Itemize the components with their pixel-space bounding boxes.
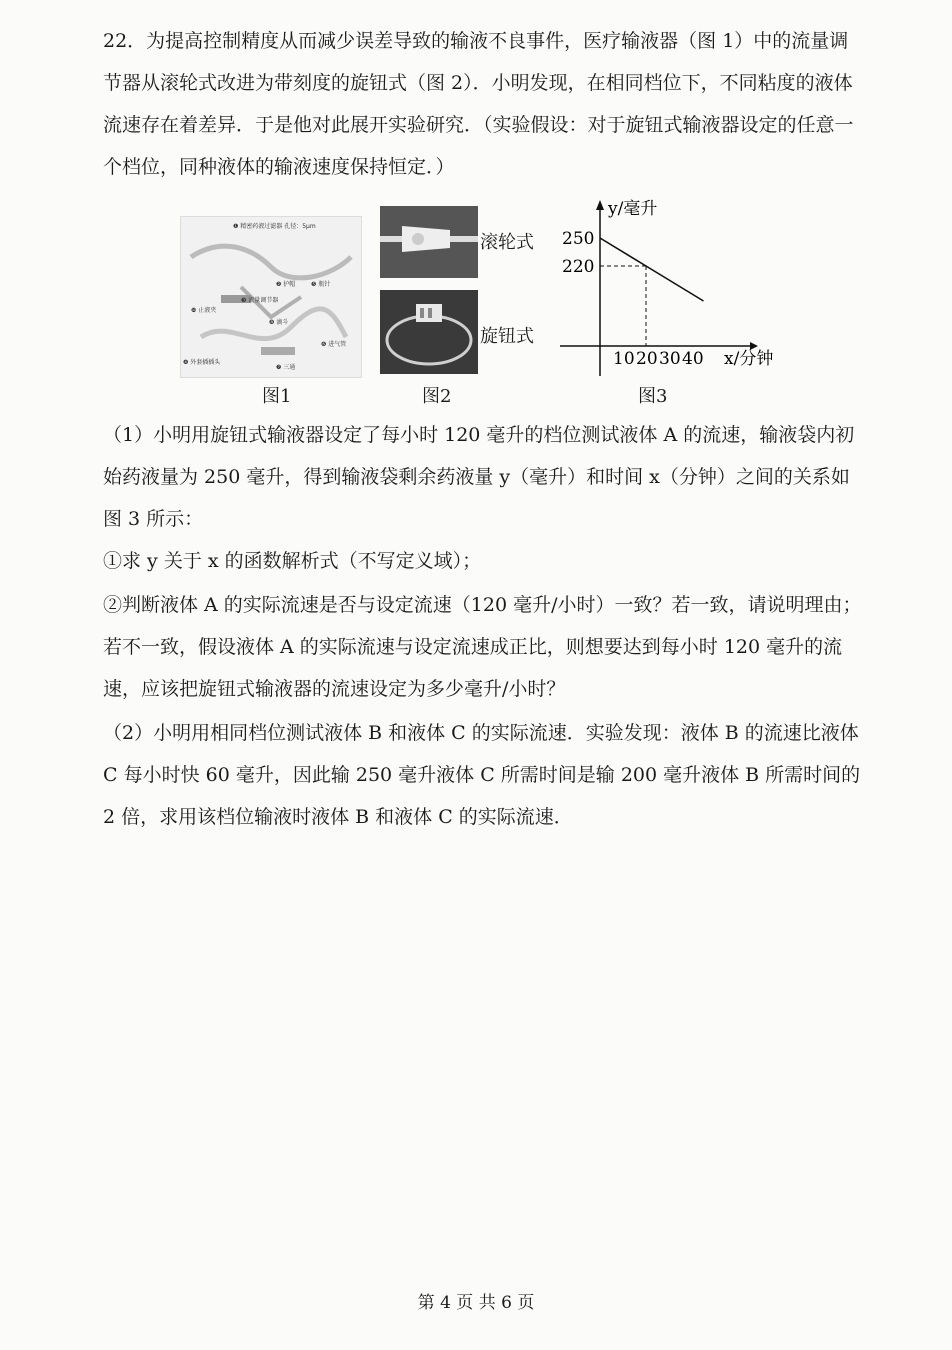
- remaining-volume-chart: [550, 198, 820, 408]
- fig2-label-bottom: 旋钮式: [480, 326, 534, 347]
- fig1-label: ❷ 护帽: [276, 281, 296, 288]
- infusion-set-photo: [180, 216, 362, 378]
- fig3-caption: 图3: [638, 386, 668, 407]
- fig1-label: ❶ 精密药液过滤器 孔径：5μm: [233, 223, 316, 230]
- series-line: [600, 238, 704, 301]
- question-1: ①求 y 关于 x 的函数解析式（不写定义域）；: [103, 550, 482, 572]
- x-tick-label: 20: [636, 349, 658, 369]
- roller-clamp-illustration: [380, 206, 478, 278]
- fig1-label: ❺ 瓶针: [311, 281, 331, 288]
- fig1-label: ❸ 流量调节器: [241, 297, 279, 304]
- x-axis-label: x/分钟: [724, 349, 774, 369]
- fig2-caption: 图2: [422, 386, 452, 407]
- y-axis-arrow: [596, 200, 604, 210]
- rotary-knob-photo: [380, 290, 478, 374]
- y-tick-label: 250: [562, 229, 595, 249]
- x-tick-label: 30: [659, 349, 681, 369]
- x-tick-label: 40: [682, 349, 704, 369]
- figures-row: [180, 198, 820, 408]
- y-axis-label: y/毫升: [608, 199, 658, 219]
- x-tick-label: 10: [613, 349, 635, 369]
- part2-text: （2）小明用相同档位测试液体 B 和液体 C 的实际流速．实验发现：液体 B 的流速比液体 C 每小时快 60 毫升，因此输 250 毫升液体 C 所需时间是输 200 毫升液体 B 所需时间的 2 倍，求用该档位输液时液体 B 和液体 C 的实际流速．: [103, 722, 861, 828]
- page-footer: 第 4 页 共 6 页: [417, 1293, 535, 1313]
- fig1-label: ❽ 滴斗: [269, 319, 289, 326]
- fig1-label: ❿ 止液夹: [191, 307, 217, 314]
- rotary-knob-illustration: [380, 290, 478, 374]
- fig2-label-top: 滚轮式: [480, 232, 534, 253]
- question-2: ②判断液体 A 的实际流速是否与设定流速（120 毫升/小时）一致？若一致，请说明理由；若不一致，假设液体 A 的实际流速与设定流速成正比，则想要达到每小时 120 毫升的流速，应该把旋钮式输液器的流速设定为多少毫升/小时？: [103, 594, 862, 700]
- fig1-label: ❻ 进气管: [321, 341, 347, 348]
- fig1-caption: 图1: [262, 386, 292, 407]
- fig1-label: ❹ 外套插插头: [183, 359, 221, 366]
- part1-text: （1）小明用旋钮式输液器设定了每小时 120 毫升的档位测试液体 A 的流速，输液袋内初始药液量为 250 毫升，得到输液袋剩余药液量 y（毫升）和时间 x（分钟）之间的关系如图 3 所示：: [103, 424, 855, 530]
- fig1-label: ❼ 三通: [276, 364, 296, 371]
- roller-clamp-photo: [380, 206, 478, 278]
- problem-intro: 22．为提高控制精度从而减少误差导致的输液不良事件，医疗输液器（图 1）中的流量调节器从滚轮式改进为带刻度的旋钮式（图 2）．小明发现，在相同档位下，不同粘度的液体流速存在着差异．于是他对此展开实验研究．（实验假设：对于旋钮式输液器设定的任意一个档位，同种液体的输液速度保持恒定．）: [103, 30, 854, 178]
- y-tick-label: 220: [562, 257, 595, 277]
